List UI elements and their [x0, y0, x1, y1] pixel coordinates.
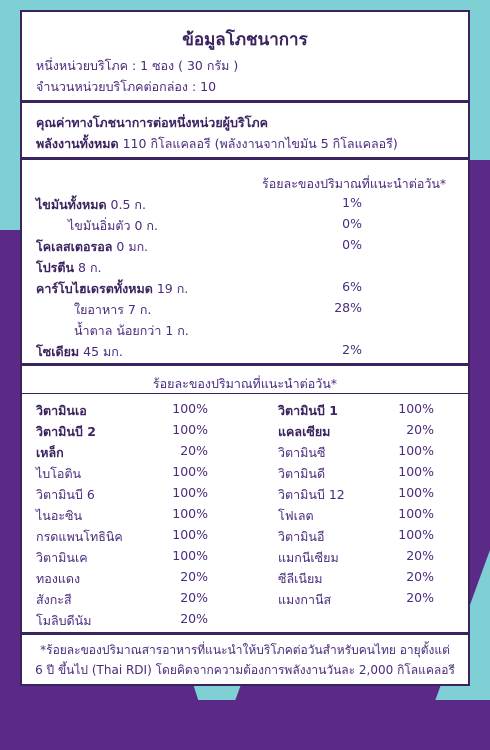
vitamins-header: ร้อยละของปริมาณที่แนะนำต่อวัน* — [152, 376, 338, 391]
nutrient-label: น้ำตาล — [74, 323, 113, 338]
nutrient-percent: 0% — [342, 216, 362, 231]
nutrient-row-sodium — [36, 342, 123, 362]
rdi-header: ร้อยละของปริมาณที่แนะนำต่อวัน* — [262, 176, 447, 191]
nutrient-label: โคเลสเตอรอล — [36, 239, 113, 254]
nutrient-amount: 19 ก. — [156, 281, 189, 296]
nutrient-label: ไขมันอิ่มตัว — [68, 218, 131, 233]
serving-size: หนึ่งหน่วยบริโภค : 1 ซอง ( 30 กรัม ) — [36, 58, 239, 73]
nutrient-label: ใยอาหาร — [74, 302, 124, 317]
footnote-line-1: *ร้อยละของปริมาณสารอาหารที่แนะนำให้บริโภคต่อวันสำหรับคนไทย อายุตั้งแต่ — [40, 643, 450, 657]
nutrient-label: คาร์โบไฮเดรตทั้งหมด — [36, 281, 153, 296]
vitamin-name: วิตามินบี 6 — [36, 487, 95, 502]
nutrient-percent: 6% — [342, 279, 362, 294]
nutrient-amount: 7 ก. — [127, 302, 152, 317]
nutrient-label: โปรตีน — [36, 260, 75, 275]
vitamin-name: โมลิบดีนัม — [36, 613, 92, 628]
vitamin-name: วิตามินบี 12 — [278, 487, 345, 502]
nutrient-amount: 0 ก. — [134, 218, 158, 233]
nutrient-row-sugar — [74, 321, 189, 341]
vitamin-value: 20% — [406, 569, 434, 584]
nutrient-row-total-fat — [36, 195, 146, 215]
energy-row — [36, 134, 398, 154]
nutrient-row-carbohydrate — [36, 279, 188, 299]
divider — [22, 393, 468, 394]
vitamin-value: 100% — [172, 485, 208, 500]
nutrient-label: โซเดียม — [36, 344, 80, 359]
vitamin-name: วิตามินเอ — [36, 403, 87, 418]
vitamin-value: 100% — [172, 527, 208, 542]
vitamin-name: ไบโอติน — [36, 466, 82, 481]
energy-heading: คุณค่าทางโภชนาการต่อหนึ่งหน่วยผู้บริโภค — [36, 115, 268, 130]
vitamin-value: 100% — [172, 548, 208, 563]
nutrient-percent: 28% — [334, 300, 362, 315]
vitamin-name: ไนอะซิน — [36, 508, 83, 523]
vitamin-name: วิตามินเค — [36, 550, 88, 565]
vitamin-name: วิตามินซี — [278, 445, 326, 460]
nutrient-row-saturated-fat — [68, 216, 158, 236]
energy-label: พลังงานทั้งหมด — [36, 136, 119, 151]
nutrient-percent: 0% — [342, 237, 362, 252]
vitamin-value: 100% — [172, 422, 208, 437]
vitamin-value: 20% — [406, 422, 434, 437]
nutrient-amount: 45 มก. — [83, 344, 123, 359]
vitamin-name: วิตามินบี 1 — [278, 403, 338, 418]
nutrient-amount: น้อยกว่า 1 ก. — [116, 323, 189, 338]
vitamin-name: เหล็ก — [36, 445, 64, 460]
vitamin-value: 100% — [398, 506, 434, 521]
nutrient-percent: 2% — [342, 342, 362, 357]
divider — [22, 363, 468, 366]
vitamin-value: 20% — [406, 590, 434, 605]
nutrient-row-protein — [36, 258, 101, 278]
vitamin-value: 100% — [172, 464, 208, 479]
nutrient-row-cholesterol — [36, 237, 148, 257]
vitamin-value: 20% — [180, 590, 208, 605]
vitamin-name: แคลเซียม — [278, 424, 331, 439]
vitamin-value: 100% — [172, 506, 208, 521]
divider — [22, 100, 468, 103]
nutrient-row-dietary-fiber — [74, 300, 151, 320]
nutrition-title: ข้อมูลโภชนาการ — [182, 30, 308, 50]
vitamin-name: โฟเลต — [278, 508, 314, 523]
vitamin-value: 20% — [406, 548, 434, 563]
nutrition-facts-panel — [20, 10, 470, 686]
nutrient-percent: 1% — [342, 195, 362, 210]
nutrient-label: ไขมันทั้งหมด — [36, 197, 107, 212]
vitamin-name: ซีลีเนียม — [278, 571, 323, 586]
vitamin-name: สังกะสี — [36, 592, 72, 607]
vitamin-value: 100% — [398, 464, 434, 479]
vitamin-value: 20% — [180, 443, 208, 458]
divider — [22, 632, 468, 635]
vitamin-value: 20% — [180, 611, 208, 626]
vitamin-value: 100% — [172, 401, 208, 416]
vitamin-name: วิตามินดี — [278, 466, 326, 481]
nutrient-amount: 0 มก. — [116, 239, 149, 254]
nutrient-amount: 0.5 ก. — [110, 197, 146, 212]
vitamin-value: 100% — [398, 527, 434, 542]
energy-value: 110 กิโลแคลอรี (พลังงานจากไขมัน 5 กิโลแคลอรี) — [122, 136, 398, 151]
vitamin-value: 100% — [398, 443, 434, 458]
vitamin-value: 20% — [180, 569, 208, 584]
vitamin-name: แมงกานีส — [278, 592, 332, 607]
vitamin-value: 100% — [398, 485, 434, 500]
nutrient-amount: 8 ก. — [78, 260, 102, 275]
footnote-line-2: 6 ปี ขึ้นไป (Thai RDI) โดยคิดจากความต้องการพลังงานวันละ 2,000 กิโลแคลอรี — [35, 663, 455, 677]
divider — [22, 157, 468, 160]
vitamin-name: วิตามินบี 2 — [36, 424, 96, 439]
vitamin-name: กรดแพนโทธินิค — [36, 529, 123, 544]
vitamin-value: 100% — [398, 401, 434, 416]
vitamin-name: แมกนีเซียม — [278, 550, 339, 565]
vitamin-name: ทองแดง — [36, 571, 81, 586]
servings-per-box: จำนวนหน่วยบริโภคต่อกล่อง : 10 — [36, 79, 217, 94]
vitamin-name: วิตามินอี — [278, 529, 325, 544]
